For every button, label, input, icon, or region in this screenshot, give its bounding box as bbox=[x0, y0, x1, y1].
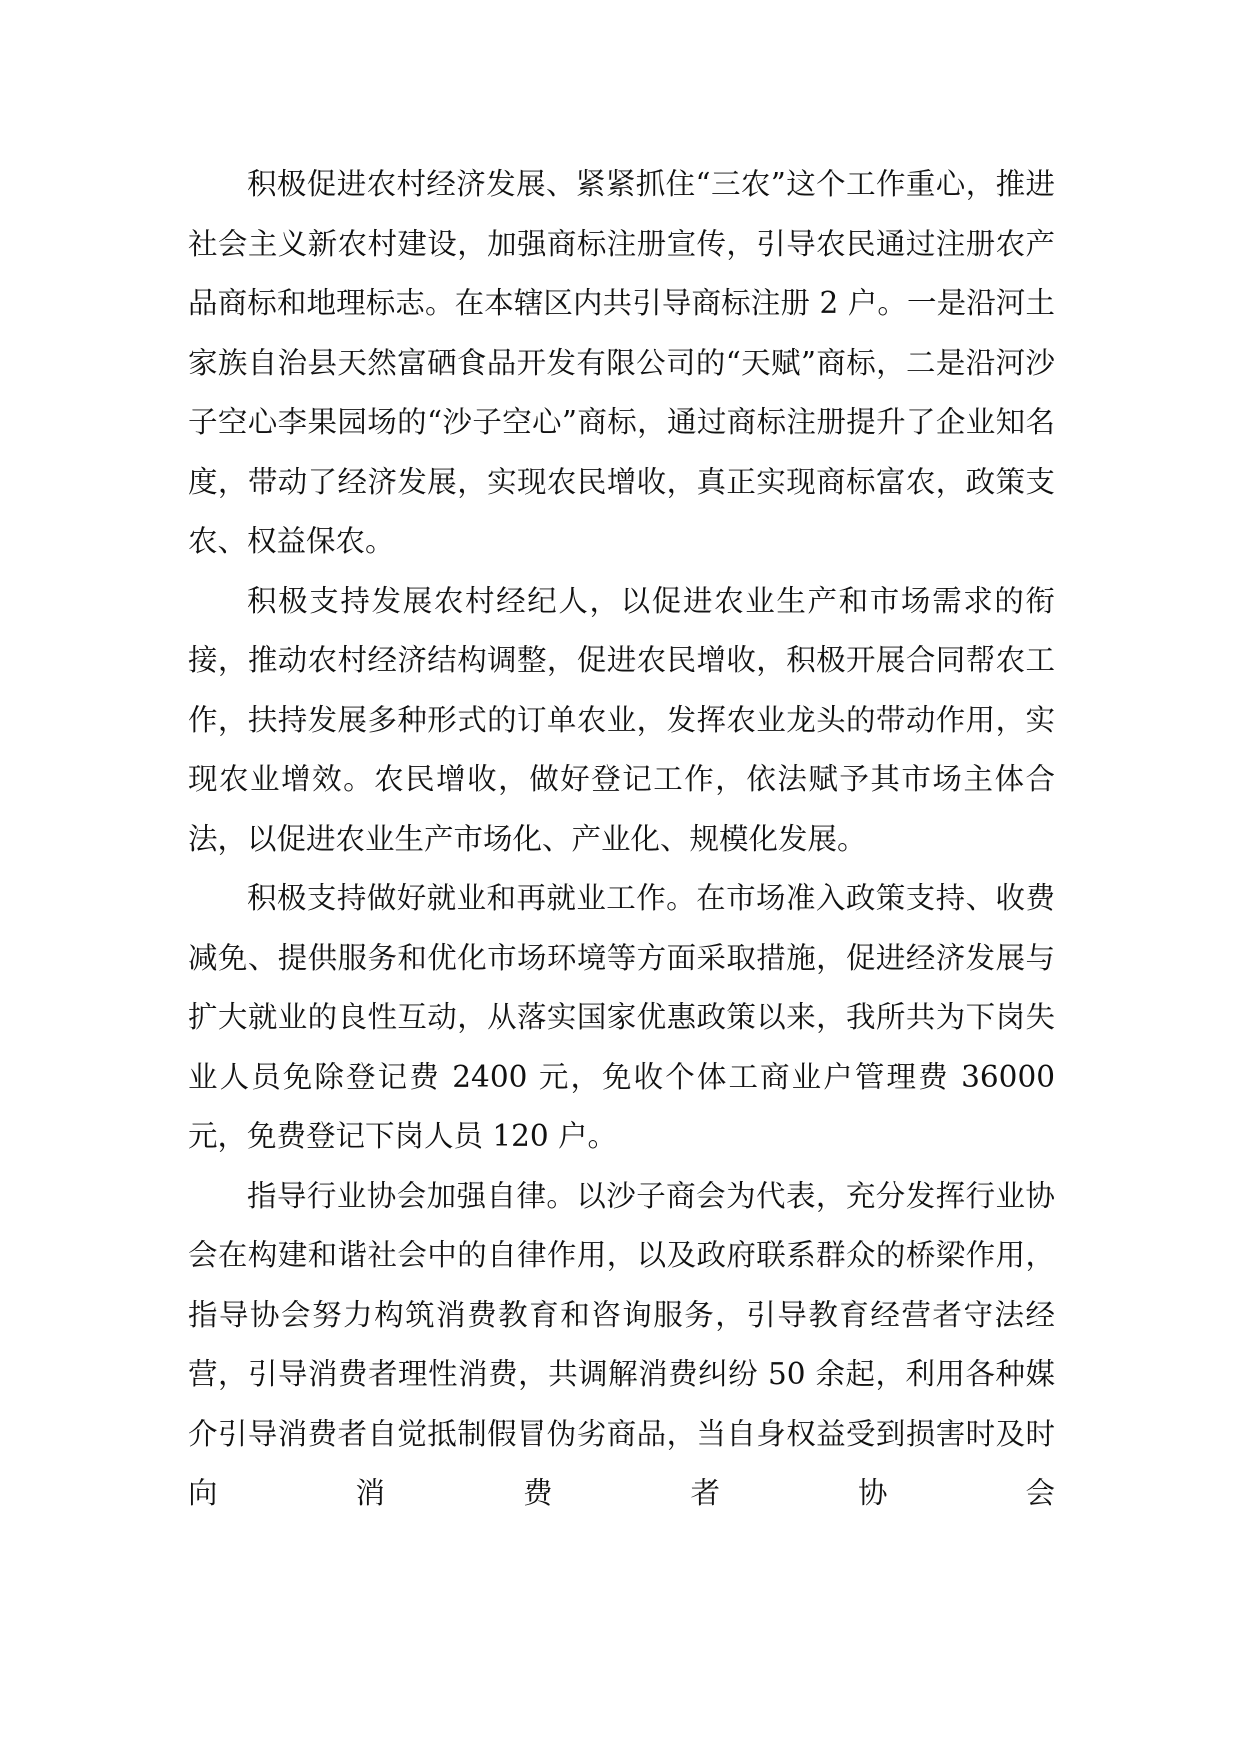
document-body bbox=[188, 155, 1055, 1524]
paragraph-trademark-registration: 积极促进农村经济发展、紧紧抓住“三农”这个工作重心，推进社会主义新农村建设，加强商标注册宣传，引导农民通过注册农产品商标和地理标志。在本辖区内共引导商标注册 2 户。一是沿河土家族自治县天然富硒食品开发有限公司的“天赋”商标，二是沿河沙子空心李果园场的“沙子空心”商标，通过商标注册提升了企业知名度，带动了经济发展，实现农民增收，真正实现商标富农，政策支农、权益保农。 bbox=[188, 167, 1055, 558]
paragraph-industry-association: 指导行业协会加强自律。以沙子商会为代表，充分发挥行业协会在构建和谐社会中的自律作用，以及政府联系群众的桥梁作用，指导协会努力构筑消费教育和咨询服务，引导教育经营者守法经营，引导消费者理性消费，共调解消费纠纷 50 余起，利用各种媒介引导消费者自觉抵制假冒伪劣商品，当自身权益受到损害时及时向消费者协会 bbox=[188, 1178, 1055, 1510]
paragraph-employment-support: 积极支持做好就业和再就业工作。在市场准入政策支持、收费减免、提供服务和优化市场环境等方面采取措施，促进经济发展与扩大就业的良性互动，从落实国家优惠政策以来，我所共为下岗失业人员免除登记费 2400 元，免收个体工商业户管理费 36000 元，免费登记下岗人员 120 户。 bbox=[188, 881, 1055, 1153]
paragraph-rural-brokers: 积极支持发展农村经纪人，以促进农业生产和市场需求的衔接，推动农村经济结构调整，促进农民增收，积极开展合同帮农工作，扶持发展多种形式的订单农业，发挥农业龙头的带动作用，实现农业增效。农民增收，做好登记工作，依法赋予其市场主体合法，以促进农业生产市场化、产业化、规模化发展。 bbox=[188, 583, 1055, 856]
